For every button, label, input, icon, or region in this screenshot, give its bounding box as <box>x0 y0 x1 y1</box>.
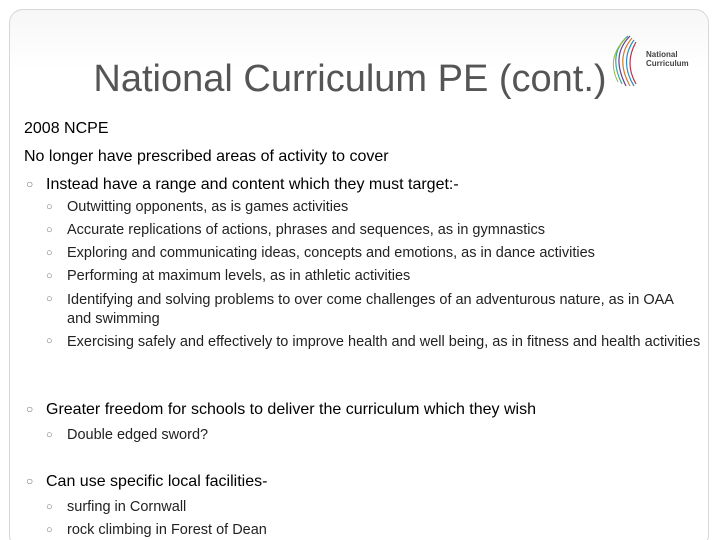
point-3: Can use specific local facilities- <box>46 473 268 490</box>
sub-bullet-icon: ○ <box>46 501 53 513</box>
point-3-item: rock climbing in Forest of Dean <box>67 522 267 538</box>
slide-title: National Curriculum PE (cont.) <box>93 58 607 100</box>
logo-line-2: Curriculum <box>646 59 689 68</box>
sub-bullet-icon: ○ <box>46 201 53 213</box>
sub-bullet-icon: ○ <box>46 224 53 236</box>
sub-bullet-icon: ○ <box>46 293 53 305</box>
bullet-icon: ○ <box>26 402 34 416</box>
point-1-item: Performing at maximum levels, as in athletic activities <box>67 268 411 284</box>
logo-line-1: National <box>646 50 678 59</box>
point-1: Instead have a range and content which they must target:- <box>46 176 459 193</box>
sub-bullet-icon: ○ <box>46 270 53 282</box>
point-1-item: Identifying and solving problems to over come challenges of an adventurous nature, as in OAA and swimming <box>67 292 674 327</box>
point-1-item: Outwitting opponents, as is games activities <box>67 199 349 215</box>
point-3-item: surfing in Cornwall <box>67 499 187 515</box>
point-2: Greater freedom for schools to deliver the curriculum which they wish <box>46 401 536 418</box>
sub-bullet-icon: ○ <box>46 524 53 536</box>
bullet-icon: ○ <box>26 177 34 191</box>
intro-line: No longer have prescribed areas of activity to cover <box>24 148 389 165</box>
sub-bullet-icon: ○ <box>46 335 53 347</box>
point-1-item: Exercising safely and effectively to improve health and well being, as in fitness and health activities <box>67 334 701 350</box>
heading-2008-ncpe: 2008 NCPE <box>24 120 109 137</box>
bullet-icon: ○ <box>26 474 34 488</box>
point-1-item: Exploring and communicating ideas, concepts and emotions, as in dance activities <box>67 245 595 261</box>
logo-text <box>646 50 689 68</box>
national-curriculum-logo <box>608 30 708 94</box>
sub-bullet-icon: ○ <box>46 429 53 441</box>
point-1-item: Accurate replications of actions, phrases and sequences, as in gymnastics <box>67 222 545 238</box>
sub-bullet-icon: ○ <box>46 247 53 259</box>
logo-swirl-icon <box>608 30 648 94</box>
point-2-item: Double edged sword? <box>67 427 209 443</box>
